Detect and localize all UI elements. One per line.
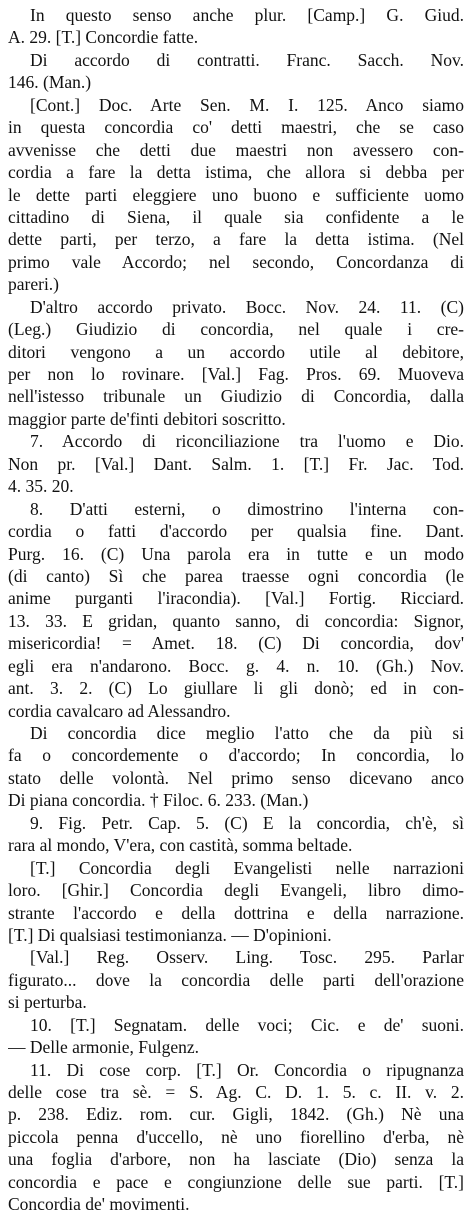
- text-line: loro. [Ghir.] Concordia degli Evangeli, libro dimo-: [8, 880, 464, 901]
- text-line: 146. (Man.): [8, 72, 92, 93]
- text-line: 13. 33. E gridan, quanto sanno, di concordia: Signor,: [8, 610, 464, 631]
- text-line: fa o concordemente o d'accordo; In concordia, lo: [8, 745, 464, 766]
- text-line: dette parti, per terzo, a fare la detta istima. (Nel: [8, 229, 464, 250]
- text-line: 10. [T.] Segnatam. delle voci; Cic. e de' suoni.: [30, 1014, 464, 1035]
- text-line: figurato... dove la concordia delle parti dell'orazione: [8, 969, 464, 990]
- text-line: una foglia d'arbore, non ha lasciate (Dio) senza la: [8, 1149, 464, 1170]
- text-line: avvenisse che detti due maestri non avessero con-: [8, 139, 464, 160]
- text-line: cordia cavalcaro ad Alessandro.: [8, 700, 231, 721]
- text-line: delle cose tra sè. = S. Ag. C. D. 1. 5. c. II. v. 2.: [8, 1082, 464, 1102]
- text-line: 4. 35. 20.: [8, 476, 74, 497]
- text-line: A. 29. [T.] Concordie fatte.: [8, 27, 199, 48]
- text-line: D'altro accordo privato. Bocc. Nov. 24. 11. (C): [30, 296, 464, 317]
- text-line: primo vale Accordo; nel secondo, Concordanza di: [8, 251, 464, 272]
- text-line: concordia e pace e congiunzione delle sue parti. [T.]: [8, 1171, 464, 1192]
- text-line: cordia o fatti d'accordo per qualsia fine. Dant.: [8, 521, 464, 542]
- text-line: piccola penna d'uccello, nè uno fiorellino d'erba, nè: [8, 1126, 464, 1147]
- text-line: p. 238. Ediz. rom. cur. Gigli, 1842. (Gh.) Nè una: [8, 1104, 464, 1125]
- text-line: 7. Accordo di riconciliazione tra l'uomo e Dio.: [30, 431, 464, 452]
- text-line: 8. D'atti esterni, o dimostrino l'interna con-: [30, 498, 464, 519]
- text-line: (Leg.) Giudizio di concordia, nel quale i cre-: [8, 319, 464, 340]
- text-line: Di piana concordia. † Filoc. 6. 233. (Man.): [8, 790, 309, 811]
- text-line: si perturba.: [8, 992, 87, 1013]
- text-line: anime purganti l'iracondia). [Val.] Fortig. Ricciard.: [8, 588, 464, 609]
- text-line: rara al mondo, V'era, con castità, somma beltade.: [8, 835, 353, 856]
- text-line: cittadino di Siena, il quale sia confidente a le: [8, 206, 464, 227]
- text-line: stato delle volontà. Nel primo senso dicevano anco: [8, 767, 464, 788]
- text-line: ant. 3. 2. (C) Lo giullare li gli donò; ed in con-: [8, 678, 464, 699]
- text-line: strante l'accordo e della dottrina e della narrazione.: [8, 902, 464, 923]
- text-line: le dette parti eleggiere uno buono e sufficiente uomo: [8, 184, 464, 205]
- text-line: Purg. 16. (C) Una parola era in tutte e un modo: [8, 543, 464, 564]
- text-line: [T.] Di qualsiasi testimonianza. — D'opinioni.: [8, 924, 332, 945]
- text-line: [Cont.] Doc. Arte Sen. M. I. 125. Anco siamo: [30, 94, 464, 115]
- text-line: — Delle armonie, Fulgenz.: [8, 1037, 199, 1058]
- text-line: egli era n'andarono. Bocc. g. 4. n. 10. (Gh.) Nov.: [8, 655, 464, 676]
- text-line: Non pr. [Val.] Dant. Salm. 1. [T.] Fr. Jac. Tod.: [8, 453, 464, 474]
- text-line: maggior parte de'finti debitori soscritto.: [8, 408, 286, 429]
- text-line: ditori vengono a un accordo utile al debitore,: [8, 341, 464, 362]
- text-line: in questa concordia co' detti maestri, che se caso: [8, 117, 464, 138]
- text-line: cordia a fare la detta istima, che allora si debba per: [8, 162, 464, 183]
- text-line: In questo senso anche plur. [Camp.] G. Giud.: [30, 5, 464, 25]
- text-line: 11. Di cose corp. [T.] Or. Concordia o ripugnanza: [30, 1059, 464, 1080]
- text-line: (di canto) Sì che parea traesse ogni concordia (le: [8, 565, 464, 586]
- text-line: Di accordo di contratti. Franc. Sacch. Nov.: [30, 49, 464, 70]
- text-line: 9. Fig. Petr. Cap. 5. (C) E la concordia, ch'è, sì: [30, 812, 464, 833]
- text-line: [T.] Concordia degli Evangelisti nelle narrazioni: [30, 857, 464, 878]
- text-line: Concordia de' movimenti.: [8, 1194, 190, 1215]
- text-line: nell'istesso tribunale un Giudizio di Concordia, dalla: [8, 386, 464, 407]
- text-line: [Val.] Reg. Osserv. Ling. Tosc. 295. Parlar: [30, 947, 464, 968]
- text-line: pareri.): [8, 274, 60, 295]
- text-line: Di concordia dice meglio l'atto che da più si: [30, 723, 464, 743]
- text-line: per non lo rovinare. [Val.] Fag. Pros. 69. Muoveva: [8, 364, 464, 384]
- text-line: misericordia! = Amet. 18. (C) Di concordia, dov': [8, 633, 464, 654]
